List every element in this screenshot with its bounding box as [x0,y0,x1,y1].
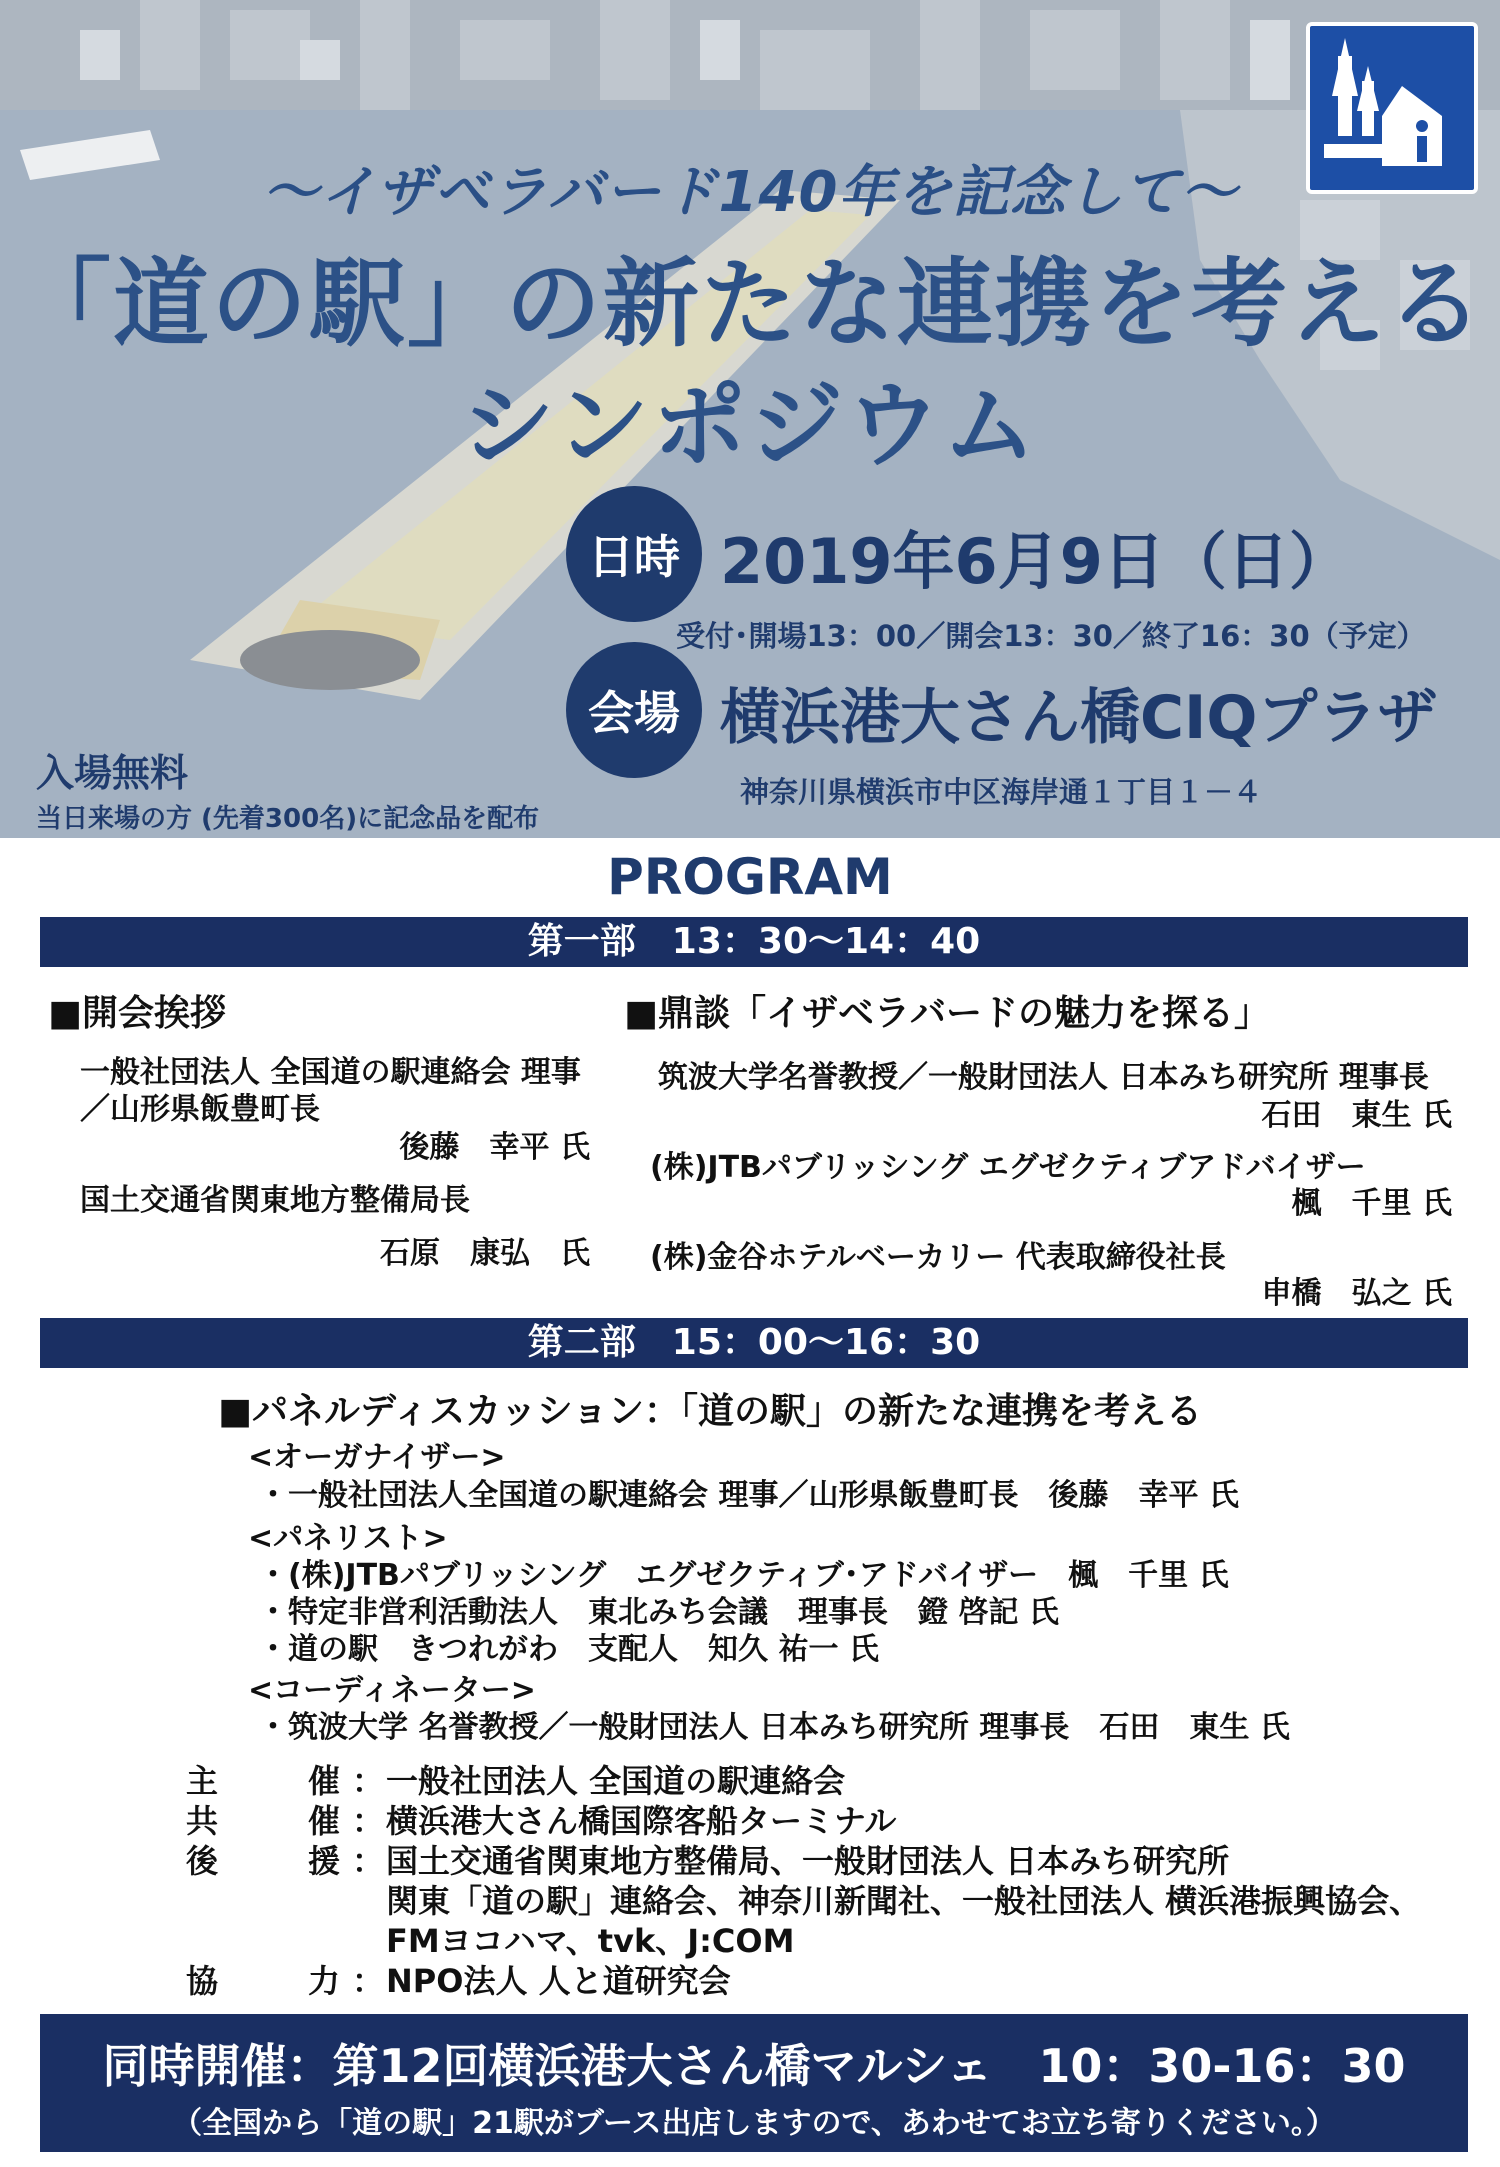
event-title-line1: 「道の駅」の新たな連携を考える [15,248,1485,360]
panelist-entry: ・道の駅 きつれがわ 支配人 知久 祐一 氏 [258,1632,879,1667]
gift-note: 当日来場の方 (先着300名)に記念品を配布 [36,804,540,834]
organizer-entry: ・一般社団法人全国道の駅連絡会 理事／山形県飯豊町長 後藤 幸平 氏 [258,1478,1239,1513]
concurrent-event-title: 同時開催：第12回横浜港大さん橋マルシェ 10：30-16：30 [102,2039,1406,2093]
organizer-label: <オーガナイザー> [248,1440,506,1475]
opening-speaker1-title2: ／山形県飯豊町長 [80,1092,320,1127]
talk-heading: ■鼎談「イザベラバードの魅力を探る」 [624,993,1271,1034]
venue-address: 神奈川県横浜市中区海岸通１丁目１－４ [740,775,1263,809]
host-value: 一般社団法人 全国道の駅連絡会 [386,1762,846,1800]
colon: ： [352,1802,385,1840]
coop-label-char1: 協 [186,1962,219,2000]
panel-heading: ■パネルディスカッション：「道の駅」の新たな連携を考える [218,1391,1203,1432]
support-label-char1: 後 [186,1842,219,1880]
cohost-label-char1: 共 [186,1802,219,1840]
event-subtitle: ～イザベラバード140年を記念して～ [262,160,1238,225]
talk-speaker3-title: (株)金谷ホテルベーカリー 代表取締役社長 [650,1240,1226,1275]
coop-value: NPO法人 人と道研究会 [386,1962,731,2000]
free-admission: 入場無料 [36,751,189,795]
talk-speaker2-name: 楓 千里 氏 [1291,1186,1452,1221]
venue-badge: 会場 [566,642,702,778]
support-value-line3: FMヨコハマ、tvk、J:COM [386,1922,795,1960]
cohost-label-char2: 催 [308,1802,341,1840]
opening-speaker2-name: 石原 康弘 氏 [380,1236,590,1271]
part2-band: 第二部 15：00～16：30 [40,1318,1468,1368]
coordinator-entry: ・筑波大学 名誉教授／一般財団法人 日本みち研究所 理事長 石田 東生 氏 [258,1710,1290,1745]
opening-speaker1-name: 後藤 幸平 氏 [399,1130,590,1165]
panelist-entry: ・特定非営利活動法人 東北みち会議 理事長 鐙 啓記 氏 [258,1595,1059,1630]
event-schedule: 受付･開場13：00／開会13：30／終了16：30（予定） [676,619,1426,653]
colon: ： [352,1762,385,1800]
support-label-char2: 援 [308,1842,341,1880]
program-heading: PROGRAM [607,848,893,906]
cohost-value: 横浜港大さん橋国際客船ターミナル [386,1802,897,1840]
coordinator-label: <コーディネーター> [248,1673,536,1708]
panelist-entry: ・(株)JTBパブリッシング エグゼクティブ･アドバイザー 楓 千里 氏 [258,1558,1229,1593]
talk-speaker3-name: 申橋 弘之 氏 [1261,1276,1452,1311]
host-label-char1: 主 [186,1762,219,1800]
talk-speaker1-name: 石田 東生 氏 [1261,1098,1452,1133]
opening-speaker2-title: 国土交通省関東地方整備局長 [80,1183,470,1218]
date-badge: 日時 [566,486,702,622]
concurrent-event-banner [40,2014,1468,2152]
talk-speaker1-title: 筑波大学名誉教授／一般財団法人 日本みち研究所 理事長 [658,1060,1429,1095]
event-venue: 横浜港大さん橋CIQプラザ [720,683,1438,753]
part1-band: 第一部 13：30～14：40 [40,917,1468,967]
event-date: 2019年6月9日（日） [720,525,1351,598]
coop-label-char2: 力 [308,1962,341,2000]
talk-speaker2-title: (株)JTBパブリッシング エグゼクティブアドバイザー [650,1150,1366,1185]
panelist-label: <パネリスト> [248,1521,448,1556]
opening-speaker1-title: 一般社団法人 全国道の駅連絡会 理事 [80,1055,581,1090]
colon: ： [352,1962,385,2000]
host-label-char2: 催 [308,1762,341,1800]
hero-banner [0,0,1500,838]
event-title-line2: シンポジウム [460,372,1040,481]
support-value-line1: 国土交通省関東地方整備局、一般財団法人 日本みち研究所 [386,1842,1230,1880]
colon: ： [352,1842,385,1880]
opening-remarks-heading: ■開会挨拶 [48,993,227,1034]
concurrent-event-note: （全国から「道の駅」21駅がブース出店しますので、あわせてお立ち寄りください。） [172,2106,1336,2141]
support-value-line2: 関東「道の駅」連絡会、神奈川新聞社、一般社団法人 横浜港振興協会、 [386,1882,1422,1920]
